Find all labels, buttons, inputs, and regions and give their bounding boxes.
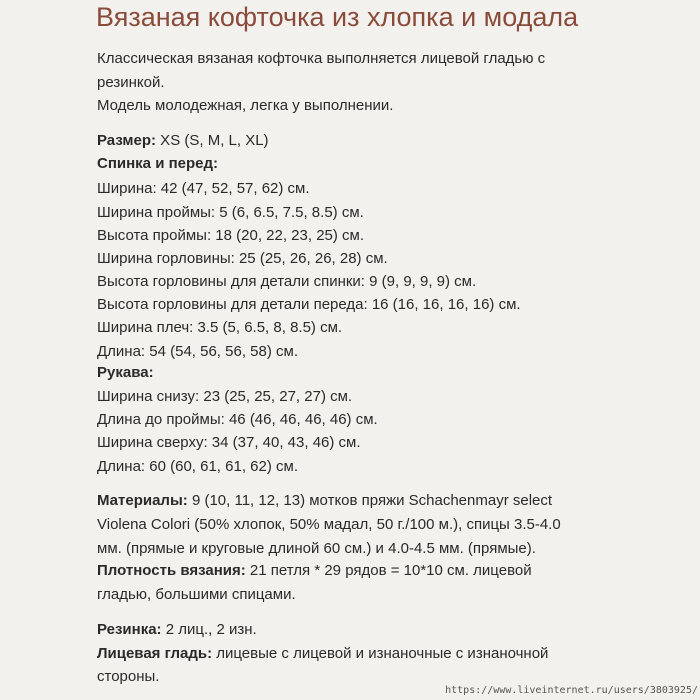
gauge-line-2: гладью, большими спицами. — [97, 586, 296, 603]
materials-line-1 — [97, 492, 552, 510]
back-front-heading — [97, 155, 218, 173]
size-line — [97, 132, 269, 150]
sleeves-item: Ширина сверху: 34 (37, 40, 43, 46) см. — [97, 434, 361, 451]
gauge-text: 21 петля * 29 рядов = 10*10 см. лицевой — [245, 562, 532, 579]
sleeves-heading-text: Рукава: — [97, 364, 154, 381]
watermark-url: https://www.liveinternet.ru/users/3803925/ — [445, 685, 698, 696]
intro-line-2: резинкой. — [97, 74, 165, 91]
stockinette-line-1 — [97, 645, 548, 663]
size-label: Размер: — [97, 132, 157, 149]
sleeves-item: Длина до проймы: 46 (46, 46, 46, 46) см. — [97, 411, 378, 428]
size-value: XS (S, M, L, XL) — [156, 132, 269, 149]
materials-label: Материалы: — [97, 492, 188, 509]
back-front-item: Высота горловины для детали спинки: 9 (9, 9, 9, 9) см. — [97, 273, 477, 290]
back-front-item: Высота горловины для детали переда: 16 (16, 16, 16, 16) см. — [97, 296, 521, 313]
stockinette-line-2: стороны. — [97, 668, 160, 685]
back-front-heading-text: Спинка и перед: — [97, 155, 219, 172]
gauge-line-1 — [97, 562, 532, 580]
back-front-item: Ширина проймы: 5 (6, 6.5, 7.5, 8.5) см. — [97, 204, 364, 221]
rib-value: 2 лиц., 2 изн. — [161, 621, 257, 638]
intro-line-3: Модель молодежная, легка у выполнении. — [97, 97, 394, 114]
intro-line-1: Классическая вязаная кофточка выполняется лицевой гладью с — [97, 50, 546, 67]
materials-line-2: Violena Colori (50% хлопок, 50% мадал, 50 г./100 м.), спицы 3.5-4.0 — [97, 516, 561, 533]
back-front-item: Ширина: 42 (47, 52, 57, 62) см. — [97, 180, 310, 197]
stockinette-text: лицевые с лицевой и изнаночные с изнаночной — [212, 645, 549, 662]
gauge-label: Плотность вязания: — [97, 562, 246, 579]
materials-line-3: мм. (прямые и круговые длиной 60 см.) и 4.0-4.5 мм. (прямые). — [97, 540, 536, 557]
sleeves-heading — [97, 364, 154, 382]
rib-line — [97, 621, 257, 639]
back-front-item: Ширина плеч: 3.5 (5, 6.5, 8, 8.5) см. — [97, 319, 343, 336]
back-front-item: Высота проймы: 18 (20, 22, 23, 25) см. — [97, 227, 365, 244]
sleeves-item: Длина: 60 (60, 61, 61, 62) см. — [97, 458, 298, 475]
rib-label: Резинка: — [97, 621, 162, 638]
back-front-item: Ширина горловины: 25 (25, 26, 26, 28) см. — [97, 250, 388, 267]
stockinette-label: Лицевая гладь: — [97, 645, 213, 662]
materials-text: 9 (10, 11, 12, 13) мотков пряжи Schachenmayr select — [187, 492, 553, 509]
page-title: Вязаная кофточка из хлопка и модала — [96, 2, 579, 32]
back-front-item: Длина: 54 (54, 56, 56, 58) см. — [97, 343, 298, 360]
sleeves-item: Ширина снизу: 23 (25, 25, 27, 27) см. — [97, 388, 353, 405]
